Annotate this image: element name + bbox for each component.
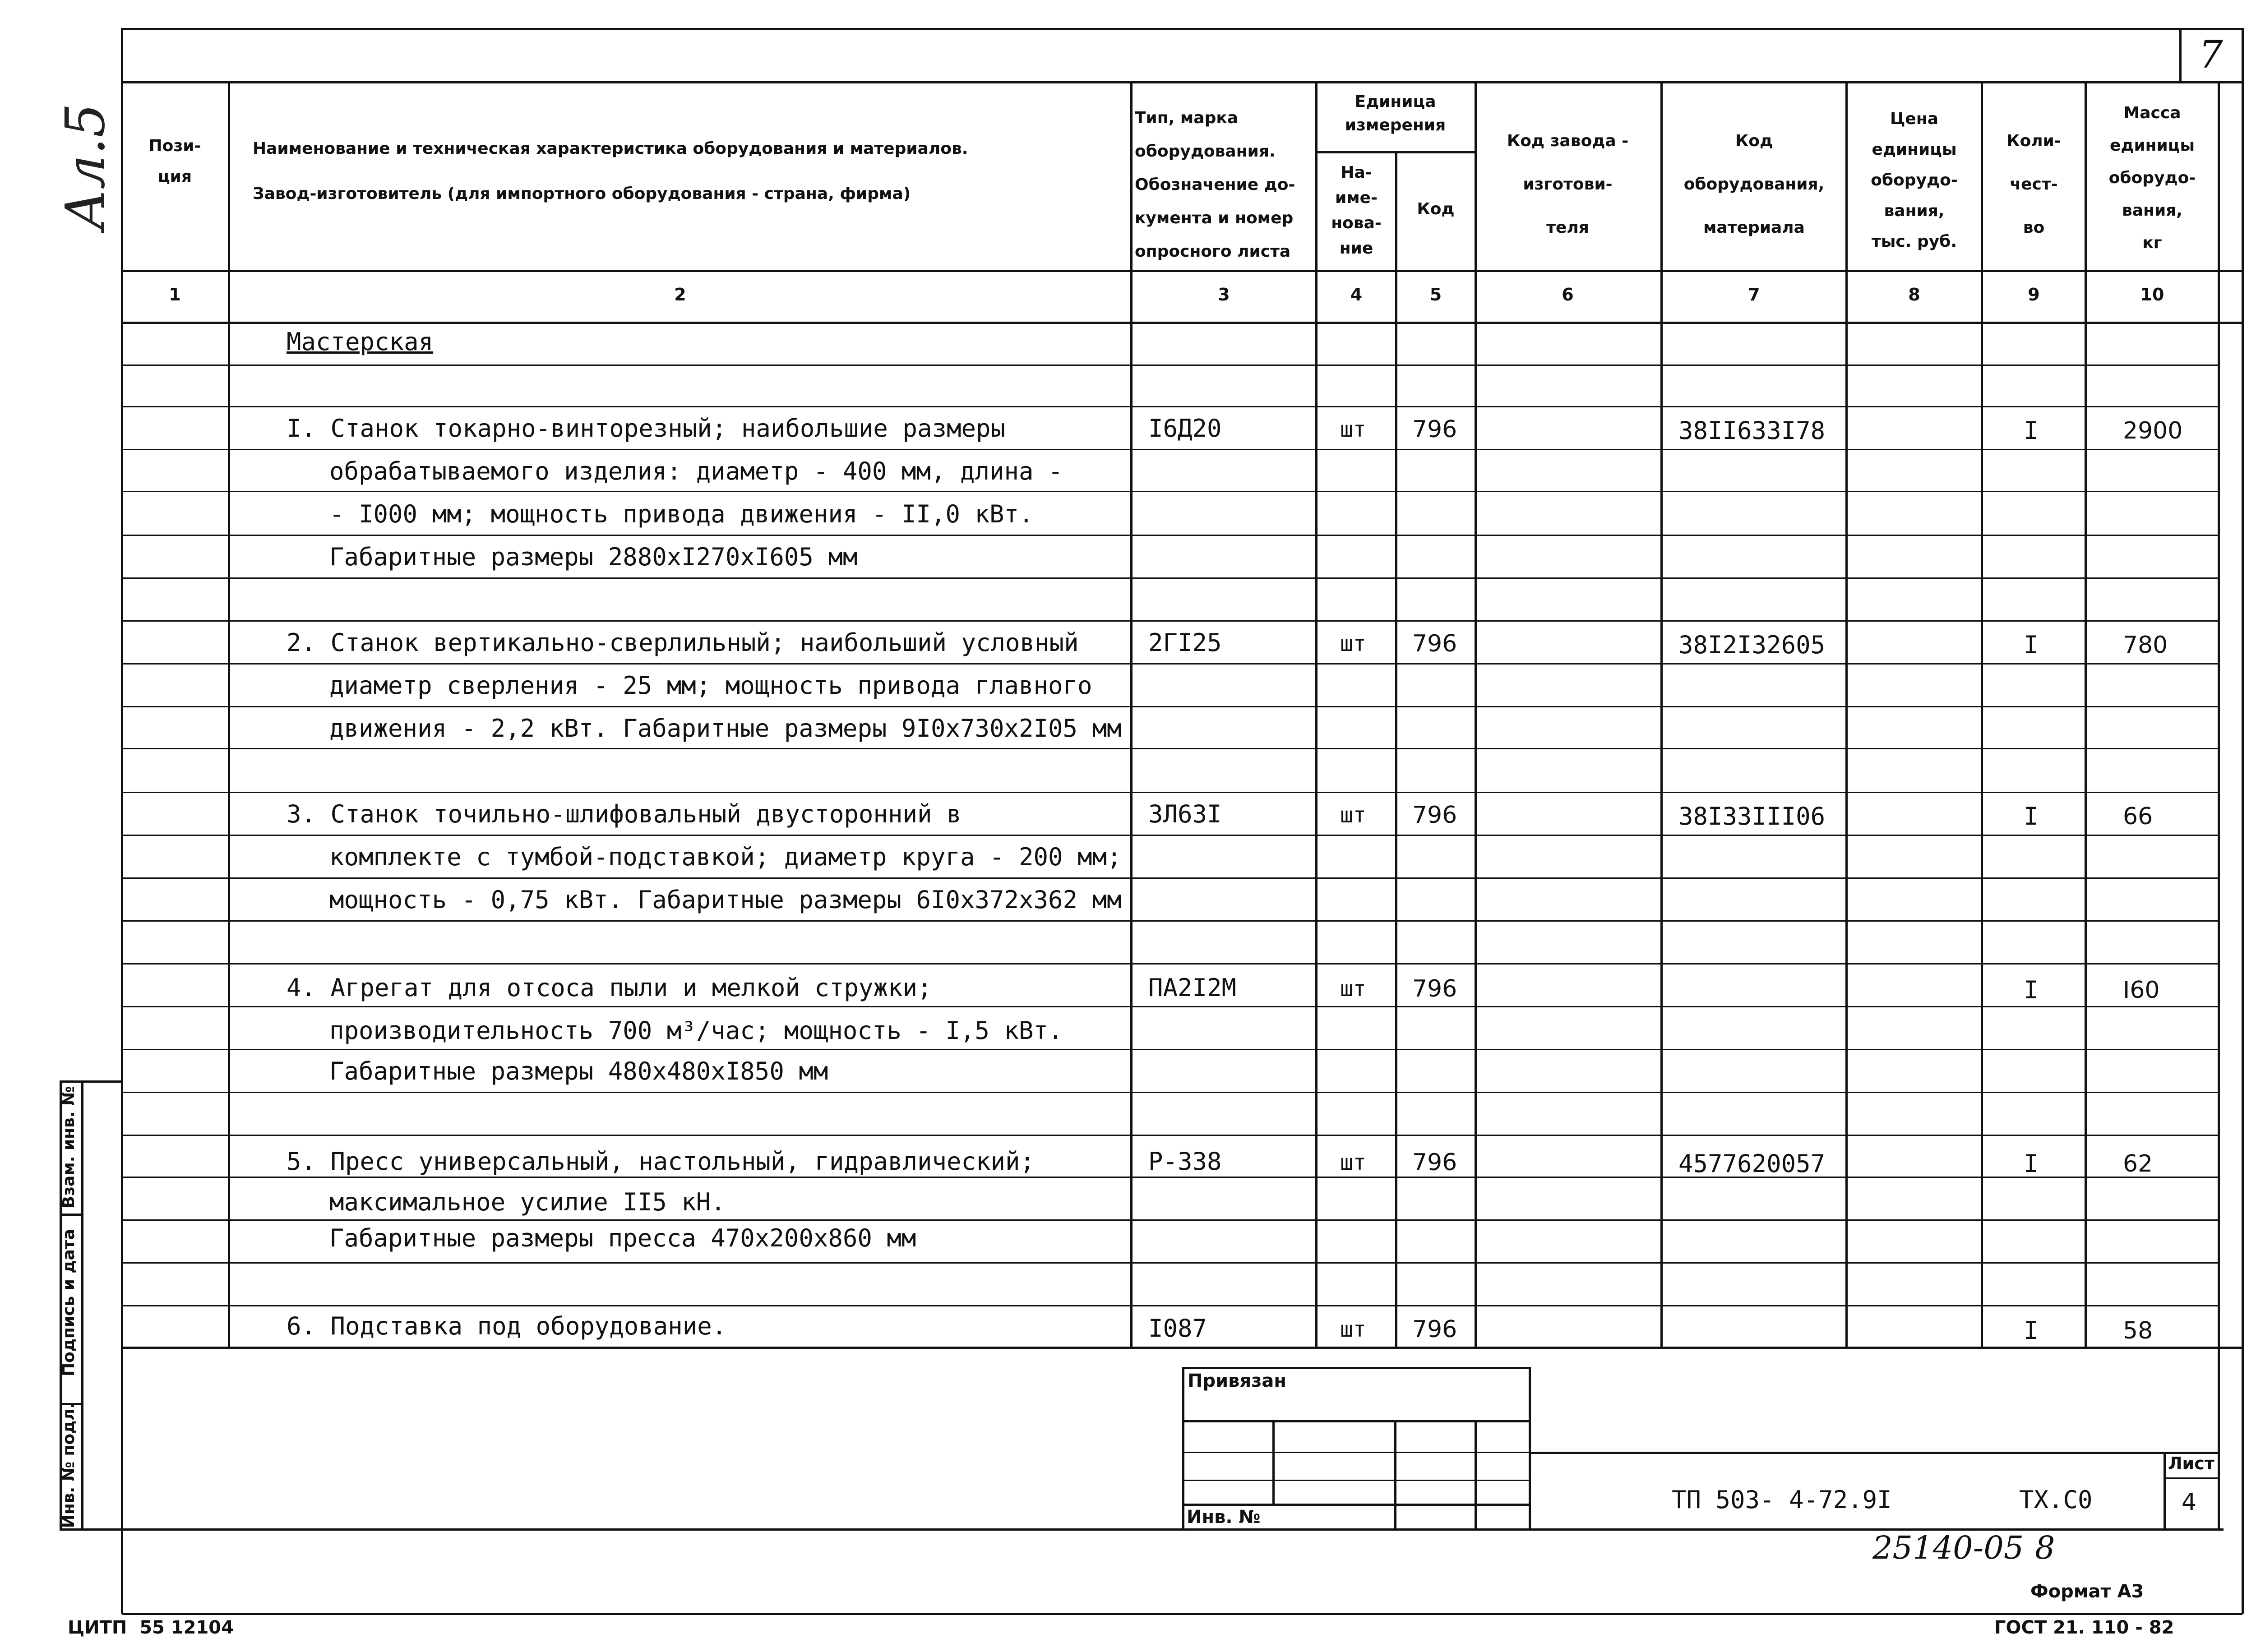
item-5-line-2: максимальное усилие II5 кН. (329, 1188, 726, 1216)
header-col4: На- име- нова- ние (1331, 163, 1382, 258)
row-line (121, 535, 2219, 536)
item-1-unit-name: шт (1340, 417, 1366, 442)
row-line (121, 1262, 2219, 1264)
tb-sheet-line (2164, 1477, 2220, 1479)
item-6-line-1: 6. Подставка под оборудование. (287, 1312, 727, 1340)
item-3-mass: 66 (2123, 803, 2153, 830)
col-line-2 (1130, 81, 1133, 1348)
colnum-6: 6 (1562, 285, 1574, 305)
tb-line-3 (1182, 1480, 1530, 1481)
sheet-number-top: 7 (2199, 32, 2223, 77)
tb-document-code: ТП 503- 4-72.9I (1672, 1486, 1892, 1514)
item-2-unit-code: 796 (1412, 630, 1457, 657)
row-line (121, 963, 2219, 964)
item-1-line-3: - I000 мм; мощность привода движения - II,0 кВт. (329, 500, 1034, 528)
item-1-equipment-code: 38II633I78 (1678, 416, 1826, 445)
row-line (121, 491, 2219, 492)
col-line-6 (1660, 81, 1663, 1348)
left-stamp-replacement: Взам. инв. № (60, 1086, 78, 1209)
tb-sheet-label: Лист (2168, 1454, 2214, 1473)
item-5-quantity: I (2024, 1149, 2039, 1178)
header-col6: Код завода - изготови- теля (1507, 132, 1629, 237)
item-6-unit-code: 796 (1412, 1316, 1457, 1343)
item-6-type: I087 (1148, 1314, 1207, 1343)
item-1-unit-code: 796 (1412, 416, 1457, 443)
left-stamp-original-inv: Инв. № подл. (60, 1402, 78, 1528)
header-col5: Код (1417, 200, 1455, 218)
item-1-quantity: I (2024, 416, 2039, 445)
colnum-3: 3 (1218, 285, 1230, 305)
col-line-1 (228, 81, 230, 1348)
row-line (121, 449, 2219, 450)
colnum-8: 8 (1908, 285, 1920, 305)
row-line (121, 835, 2219, 836)
section-title: Мастерская (287, 328, 434, 356)
item-2-unit-name: шт (1340, 631, 1366, 656)
item-3-line-3: мощность - 0,75 кВт. Габаритные размеры 6I0х372х362 мм (329, 886, 1122, 914)
item-1-line-4: Габаритные размеры 2880хI270хI605 мм (329, 543, 858, 571)
gost-label: ГОСТ 21. 110 - 82 (1994, 1617, 2174, 1638)
item-3-unit-code: 796 (1412, 802, 1457, 829)
col-line-10 (2218, 81, 2220, 1529)
item-5-line-3: Габаритные размеры пресса 470х200х860 мм (329, 1224, 916, 1252)
colnum-bottom-line (121, 322, 2242, 324)
item-1-type: I6Д20 (1148, 414, 1222, 443)
item-5-mass: 62 (2123, 1150, 2153, 1177)
tb-line-2 (1182, 1452, 1530, 1453)
item-2-line-3: движения - 2,2 кВт. Габаритные размеры 9I0х730х2I05 мм (329, 714, 1122, 743)
tb-line-1 (1182, 1420, 1530, 1422)
item-6-mass: 58 (2123, 1317, 2153, 1344)
tb-main-line (1529, 1452, 2219, 1454)
row-line (121, 1049, 2219, 1050)
format-label: Формат А3 (2030, 1581, 2144, 1602)
tb-sheet-left (2164, 1452, 2166, 1529)
col-line-3 (1315, 81, 1318, 1348)
frame-left-line (121, 28, 123, 1614)
item-3-line-2: комплекте с тумбой-подставкой; диаметр круга - 200 мм; (329, 843, 1122, 871)
item-3-unit-name: шт (1340, 803, 1366, 828)
colnum-10: 10 (2140, 285, 2164, 305)
tb-top (1182, 1367, 1530, 1369)
tb-sheet-mark: ТХ.С0 (2019, 1486, 2093, 1514)
item-5-equipment-code: 4577620057 (1678, 1149, 1826, 1178)
row-line (121, 706, 2219, 707)
row-line (121, 365, 2219, 366)
item-4-line-3: Габаритные размеры 480х480хI850 мм (329, 1057, 828, 1085)
item-3-quantity: I (2024, 802, 2039, 831)
header-col2: Наименование и техническая характеристика оборудования и материалов. Завод-изготовитель (для импортного оборудования - страна, фирма) (253, 139, 968, 203)
header-col10: Масса единицы оборудо- вания, кг (2108, 104, 2196, 252)
col-line-7 (1845, 81, 1848, 1348)
colnum-4: 4 (1350, 285, 1363, 305)
col-line-4 (1395, 151, 1397, 1348)
item-1-mass: 2900 (2123, 417, 2183, 444)
row-line (121, 1006, 2219, 1007)
tb-bound-label: Привязан (1188, 1371, 1287, 1391)
tb-inv-label: Инв. № (1187, 1507, 1261, 1527)
row-line (121, 1177, 2219, 1178)
header-bottom-line (121, 270, 2242, 272)
row-line (121, 748, 2219, 749)
item-4-quantity: I (2024, 976, 2039, 1004)
item-4-type: ПА2I2М (1148, 974, 1237, 1002)
header-unit-group: Единица измерения (1345, 92, 1446, 134)
row-line (121, 920, 2219, 922)
colnum-5: 5 (1429, 285, 1442, 305)
col-line-5 (1475, 81, 1477, 1348)
left-stamp-signature-date: Подпись и дата (60, 1229, 78, 1376)
unit-group-line (1315, 151, 1475, 153)
item-4-unit-code: 796 (1412, 975, 1457, 1002)
row-line (121, 1305, 2219, 1306)
item-2-quantity: I (2024, 631, 2039, 659)
item-3-equipment-code: 38I33III06 (1678, 802, 1826, 831)
item-5-line-1: 5. Пресс универсальный, настольный, гидравлический; (287, 1147, 1035, 1176)
row-line (121, 1135, 2219, 1136)
item-1-line-1: I. Станок токарно-винторезный; наибольшие размеры (287, 414, 1006, 443)
header-col1: Пози- ция (148, 137, 201, 186)
row-line (121, 1092, 2219, 1093)
row-line (121, 663, 2219, 664)
row-line (121, 406, 2219, 407)
item-6-unit-name: шт (1340, 1317, 1366, 1342)
item-2-mass: 780 (2123, 632, 2168, 659)
frame-bottom-line (122, 1613, 2242, 1615)
item-5-type: Р-338 (1148, 1147, 1222, 1176)
col-line-9 (2085, 81, 2087, 1348)
sheet-box-left (2179, 28, 2182, 82)
table-top-line (121, 81, 2242, 83)
frame-right-line (2242, 28, 2244, 1614)
colnum-2: 2 (674, 285, 686, 305)
item-2-equipment-code: 38I2I32605 (1678, 631, 1826, 659)
item-3-line-1: 3. Станок точильно-шлифовальный двусторонний в (287, 800, 962, 828)
header-col7: Код оборудования, материала (1683, 132, 1825, 237)
item-4-line-2: производительность 700 м³/час; мощность - I,5 кВт. (329, 1016, 1063, 1045)
item-3-type: 3Л63I (1148, 800, 1222, 828)
item-2-line-2: диаметр сверления - 25 мм; мощность привода главного (329, 671, 1092, 700)
tb-line-4 (1182, 1504, 1530, 1506)
colnum-7: 7 (1748, 285, 1760, 305)
header-col8: Цена единицы оборудо- вания, тыс. руб. (1871, 110, 1958, 251)
row-line (121, 877, 2219, 879)
item-4-unit-name: шт (1340, 976, 1366, 1001)
item-2-type: 2ГI25 (1148, 628, 1222, 657)
item-4-line-1: 4. Агрегат для отсоса пыли и мелкой стружки; (287, 974, 932, 1002)
row-line (121, 792, 2219, 793)
item-2-line-1: 2. Станок вертикально-сверлильный; наибольший условный (287, 628, 1079, 657)
col-line-8 (1981, 81, 1983, 1348)
header-col9: Коли- чест- во (2006, 132, 2061, 237)
tb-vert-3 (1475, 1420, 1477, 1528)
table-bottom-line (121, 1347, 2242, 1349)
margin-mark: Ал.5 (54, 103, 117, 231)
colnum-1: 1 (169, 285, 181, 305)
row-line (121, 620, 2219, 622)
item-4-mass: I60 (2123, 977, 2160, 1004)
item-5-unit-code: 796 (1412, 1149, 1457, 1176)
left-stamp-inner (81, 1080, 83, 1529)
item-1-line-2: обрабатываемого изделия: диаметр - 400 мм, длина - (329, 457, 1063, 485)
header-col3: Тип, марка оборудования. Обозначение до- кумента и номер опросного листа (1135, 109, 1295, 261)
tb-sheet-value: 4 (2182, 1489, 2197, 1516)
tb-vert-2 (1394, 1420, 1396, 1528)
tb-vert-1 (1272, 1420, 1275, 1506)
frame-top-line (122, 28, 2242, 30)
bottom-left-code: ЦИТП 55 12104 (68, 1617, 234, 1638)
row-line (121, 577, 2219, 579)
handwritten-number: 25140-05 (1872, 1529, 2024, 1566)
item-5-unit-name: шт (1340, 1150, 1366, 1175)
colnum-9: 9 (2028, 285, 2040, 305)
handwritten-page: 8 (2035, 1529, 2055, 1566)
item-6-quantity: I (2024, 1316, 2039, 1345)
row-line (121, 1219, 2219, 1221)
